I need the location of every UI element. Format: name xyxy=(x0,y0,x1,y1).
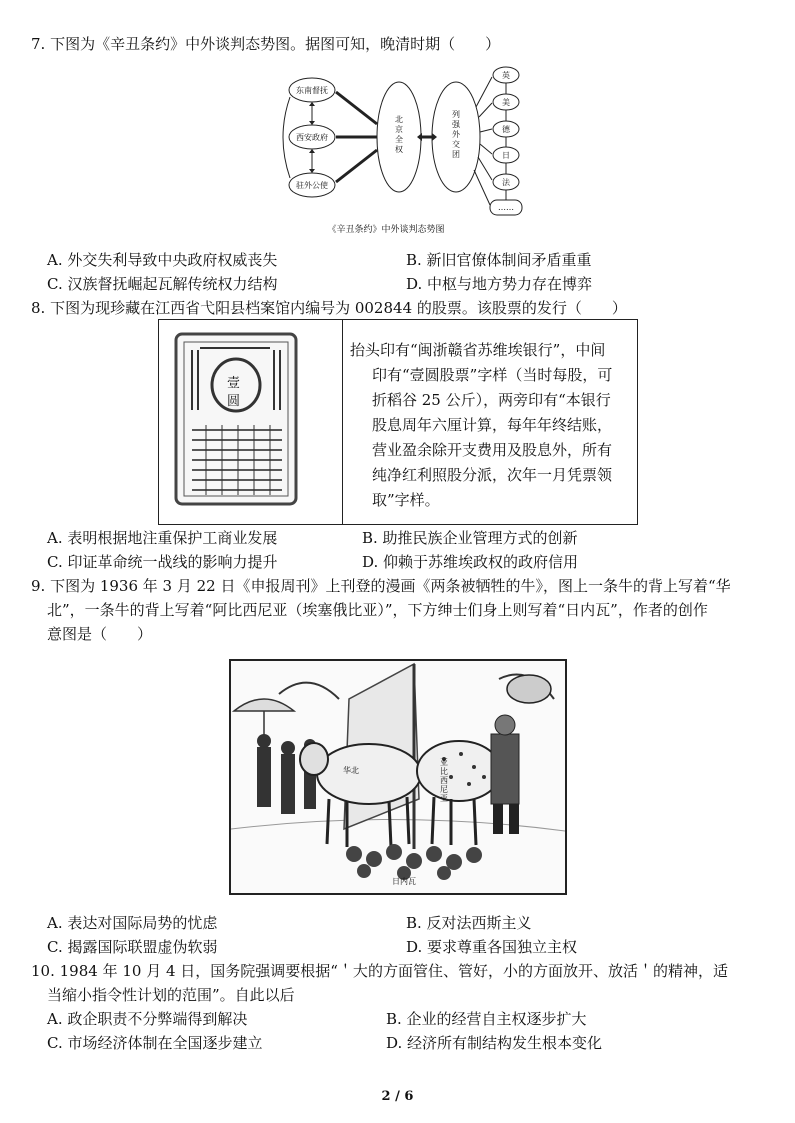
q7-option-d: D. 中枢与地方势力存在博弈 xyxy=(406,275,593,293)
stock-image-char-2: 圆 xyxy=(227,394,241,409)
q10-option-b: B. 企业的经营自主权逐步扩大 xyxy=(386,1010,587,1028)
stock-text-line-7: 取”字样。 xyxy=(372,491,440,509)
label-britain: 英 xyxy=(502,71,510,80)
q8-stock-image xyxy=(170,330,330,510)
stock-text-line-2: 印有“壹圆股票”字样（当时每股，可 xyxy=(372,366,613,384)
q10-option-d: D. 经济所有制结构发生根本变化 xyxy=(386,1034,603,1052)
q9-option-b: B. 反对法西斯主义 xyxy=(406,914,532,932)
q8-stock-description xyxy=(350,338,612,513)
q9-stem-line-1: 9. 下图为 1936 年 3 月 22 日《申报周刊》上刊登的漫画《两条被牺牲的牛》，图上一条牛的背上写着“华 xyxy=(31,577,731,595)
q9-stem-line-3: 意图是（ ） xyxy=(47,625,153,643)
stock-text-line-4: 股息周年六厘计算，每年年终结账， xyxy=(372,416,613,434)
q7-diagram-caption: 《辛丑条约》中外谈判态势图 xyxy=(327,225,445,235)
cartoon-label-north-china: 华北 xyxy=(343,766,359,775)
cartoon-label-abyssinia: 亚比西尼亚 xyxy=(440,758,448,803)
q7-stem: 7. 下图为《辛丑条约》中外谈判态势图。据图可知，晚清时期（ ） xyxy=(31,35,501,53)
q8-stem: 8. 下图为现珍藏在江西省弋阳县档案馆内编号为 002844 的股票。该股票的发行（ ） xyxy=(31,299,627,317)
label-germany: 德 xyxy=(502,125,510,134)
q10-option-c: C. 市场经济体制在全国逐步建立 xyxy=(47,1034,263,1052)
q8-option-d: D. 仰赖于苏维埃政权的政府信用 xyxy=(362,553,579,571)
stock-text-line-6: 纯净红利照股分派，次年一月凭票领 xyxy=(372,466,613,484)
label-others: …… xyxy=(498,203,514,212)
label-xian-government: 西安政府 xyxy=(296,133,328,142)
label-envoys: 驻外公使 xyxy=(296,181,328,190)
label-southeast-governors: 东南督抚 xyxy=(296,86,328,95)
label-usa: 美 xyxy=(502,98,510,107)
q10-stem-line-2: 当缩小指令性计划的范围”。自此以后 xyxy=(47,986,295,1004)
page-number: 2 / 6 xyxy=(381,1089,414,1104)
stock-image-char-1: 壹 xyxy=(227,376,241,391)
q9-option-c: C. 揭露国际联盟虚伪软弱 xyxy=(47,938,218,956)
stock-text-line-1: 抬头印有“闽浙赣省苏维埃银行”，中间 xyxy=(350,341,606,359)
q8-option-b: B. 助推民族企业管理方式的创新 xyxy=(362,529,578,547)
stock-text-line-5: 营业盈余除开支费用及股息外，所有 xyxy=(372,441,613,459)
q8-option-c: C. 印证革命统一战线的影响力提升 xyxy=(47,553,278,571)
q7-option-b: B. 新旧官僚体制间矛盾重重 xyxy=(406,251,592,269)
q10-stem-line-1: 10. 1984 年 10 月 4 日，国务院强调要根据“＇大的方面管住、管好，小的方面放开、放活＇的精神，适 xyxy=(31,962,728,980)
q8-option-a: A. 表明根据地注重保护工商业发展 xyxy=(47,529,278,547)
q7-option-c: C. 汉族督抚崛起瓦解传统权力结构 xyxy=(47,275,278,293)
q7-option-a: A. 外交失利导致中央政府权威丧失 xyxy=(47,251,278,269)
q9-option-d: D. 要求尊重各国独立主权 xyxy=(406,938,578,956)
q10-option-a: A. 政企职责不分弊端得到解决 xyxy=(47,1010,248,1028)
q8-table-divider xyxy=(342,319,343,524)
label-japan: 日 xyxy=(502,151,510,160)
q9-stem-line-2: 北”，一条牛的背上写着“阿比西尼亚（埃塞俄比亚）”，下方绅士们身上则写着“日内瓦”，作者的创作 xyxy=(47,601,708,619)
label-beijing-plenipotentiary: 北京全权 xyxy=(395,115,403,154)
cartoon-label-geneva: 日内瓦 xyxy=(392,877,416,886)
stock-text-line-3: 折稻谷 25 公斤），两旁印有“本银行 xyxy=(372,391,611,409)
label-france: 法 xyxy=(502,178,510,187)
q9-option-a: A. 表达对国际局势的忧虑 xyxy=(47,914,218,932)
cow-north-china xyxy=(317,744,421,804)
q9-cartoon xyxy=(229,659,567,895)
cow-abyssinia xyxy=(417,741,501,801)
label-foreign-diplomatic-corps: 列强外交团 xyxy=(452,110,460,159)
